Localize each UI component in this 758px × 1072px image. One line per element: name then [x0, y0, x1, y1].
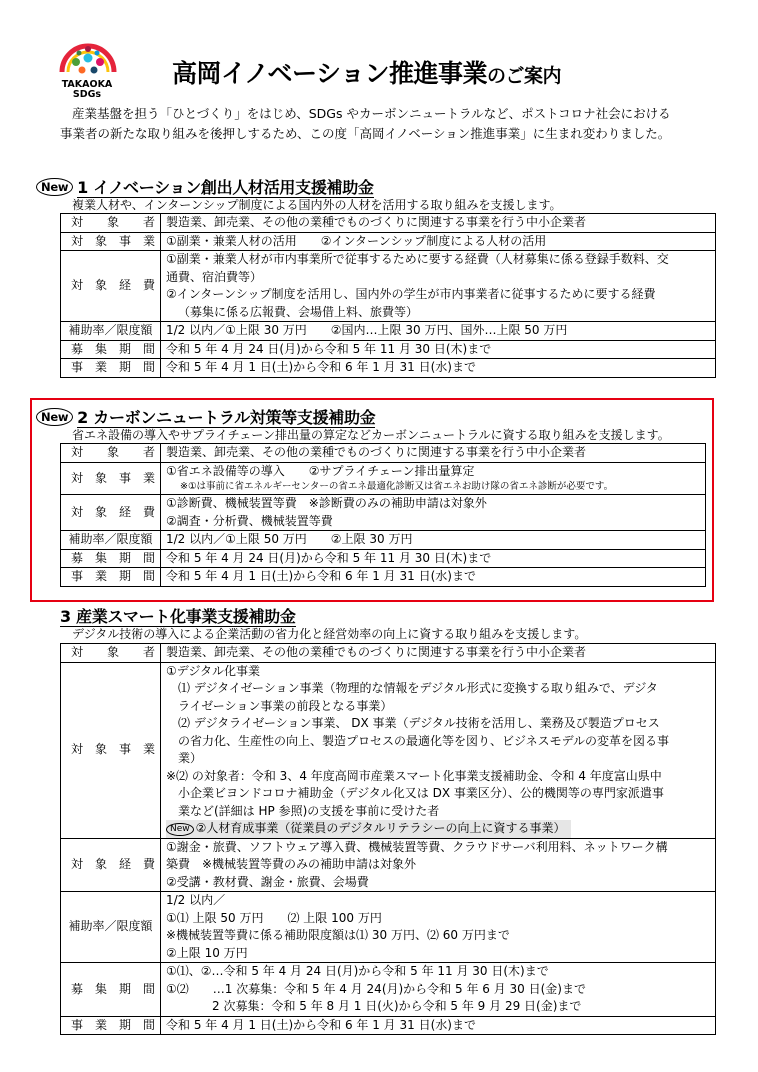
row-label: 対 象 者 [61, 644, 161, 663]
table-row [61, 531, 706, 550]
row-value: 令和 5 年 4 月 1 日(土)から令和 6 年 1 月 31 日(水)まで [161, 1016, 716, 1035]
row-label: 事 業 期 間 [61, 568, 161, 587]
row-label: 補助率／限度額 [61, 531, 161, 550]
new-badge-small: New [166, 823, 194, 836]
row-label: 対 象 経 費 [61, 838, 161, 892]
table-row [61, 251, 716, 322]
table-row [61, 892, 716, 963]
row-value: ①デジタル化事業 ⑴ デジタイゼーション事業（物理的な情報をデジタル形式に変換する取り組みで、デジタ ライゼーション事業の前段となる事業） ⑵ デジタライゼーション事業、 DX 事業（デジタル技術を活用し、業務及び製造プロセス の省力化、生産性の向上、製造プロセスの最適化等を図り、ビジネスモデルの変革を図る事 業） ※⑵ の対象者：令和 3、4 年度高岡市産業スマート化事業支援補助金、令和 4 年度富山県中 小企業ビヨンドコロナ補助金（デジタル化又は DX 事業区分）、公的機関等の専門家派遣事 業など(詳細は HP 参照)の支援を事前に受けた者 New ②人材育成事業（従業員のデジタルリテラシーの向上に資する事業） [161, 662, 716, 838]
row-value: 令和 5 年 4 月 1 日(土)から令和 6 年 1 月 31 日(水)まで [161, 359, 716, 378]
row-value: 令和 5 年 4 月 1 日(土)から令和 6 年 1 月 31 日(水)まで [161, 568, 706, 587]
table-row [61, 568, 706, 587]
row-value: ①診断費、機械装置等費 ※診断費のみの補助申請は対象外 ②調査・分析費、機械装置等費 [161, 495, 706, 531]
table-row [61, 462, 706, 495]
row-label: 対 象 経 費 [61, 495, 161, 531]
table-row [61, 359, 716, 378]
row-label: 対 象 事 業 [61, 462, 161, 495]
row-value: 製造業、卸売業、その他の業種でものづくりに関連する事業を行う中小企業者 [161, 214, 716, 233]
row-value: 製造業、卸売業、その他の業種でものづくりに関連する事業を行う中小企業者 [161, 444, 706, 463]
section-2-description: 省エネ設備の導入やサプライチェーン排出量の算定などカーボンニュートラルに資する取り組みを支援します。 [72, 428, 670, 442]
row-label: 対 象 事 業 [61, 232, 161, 251]
row-label: 対 象 事 業 [61, 662, 161, 838]
row-value: 1/2 以内／ ①⑴ 上限 50 万円 ⑵ 上限 100 万円 ※機械装置等費に係る補助限度額は⑴ 30 万円、⑵ 60 万円まで ②上限 10 万円 [161, 892, 716, 963]
new-badge: New [36, 408, 73, 426]
table-row [61, 444, 706, 463]
table-row [61, 644, 716, 663]
row-value: ①副業・兼業人材の活用 ②インターンシップ制度による人材の活用 [161, 232, 716, 251]
row-label: 募 集 期 間 [61, 549, 161, 568]
row-label: 補助率／限度額 [61, 322, 161, 341]
table-row [61, 232, 716, 251]
row-value: ①副業・兼業人材が市内事業所で従事するために要する経費（人材募集に係る登録手数料、交 通費、宿泊費等） ②インターンシップ制度を活用し、国内外の学生が市内事業者に従事するために要する経費 （募集に係る広報費、会場借上料、旅費等） [161, 251, 716, 322]
row-value: ①謝金・旅費、ソフトウェア導入費、機械装置等費、クラウドサーバ利用料、ネットワーク構 築費 ※機械装置等費のみの補助申請は対象外 ②受講・教材費、謝金・旅費、会場費 [161, 838, 716, 892]
section-2-heading: New 2 カーボンニュートラル対策等支援補助金 [36, 405, 375, 428]
table-row [61, 322, 716, 341]
section-1-description: 複業人材や、インターンシップ制度による国内外の人材を活用する取り組みを支援します。 [72, 198, 562, 212]
row-value: 令和 5 年 4 月 24 日(月)から令和 5 年 11 月 30 日(木)まで [161, 549, 706, 568]
section-3-heading: 3 産業スマート化事業支援補助金 [60, 607, 296, 626]
row-label: 事 業 期 間 [61, 359, 161, 378]
table-row [61, 662, 716, 838]
row-value: 1/2 以内／①上限 50 万円 ②上限 30 万円 [161, 531, 706, 550]
row-label: 対 象 経 費 [61, 251, 161, 322]
section-1-heading: New 1 イノベーション創出人材活用支援補助金 [36, 175, 374, 198]
table-row [61, 340, 716, 359]
table-row [61, 1016, 716, 1035]
row-label: 募 集 期 間 [61, 963, 161, 1017]
table-row [61, 549, 706, 568]
intro-text: 産業基盤を担う「ひとづくり」をはじめ、SDGs やカーボンニュートラルなど、ポストコロナ社会における 事業者の新たな取り組みを後押しするため、この度「高岡イノベーション推進事業」に生まれ変わりました。 [60, 106, 671, 141]
row-label: 募 集 期 間 [61, 340, 161, 359]
table-row [61, 214, 716, 233]
row-value: ①⑴、②…令和 5 年 4 月 24 日(月)から令和 5 年 11 月 30 日(木)まで ①⑵ …1 次募集：令和 5 年 4 月 24(月)から令和 5 年 6 月 30 日(金)まで 2 次募集：令和 5 年 8 月 1 日(火)から令和 5 年 9 月 29 日(金)まで [161, 963, 716, 1017]
row-label: 補助率／限度額 [61, 892, 161, 963]
row-value: 製造業、卸売業、その他の業種でものづくりに関連する事業を行う中小企業者 [161, 644, 716, 663]
section-3-table [60, 643, 716, 1035]
row-label: 事 業 期 間 [61, 1016, 161, 1035]
table-row [61, 495, 706, 531]
section-1-table [60, 213, 716, 378]
table-row [61, 963, 716, 1017]
section-2-table [60, 443, 706, 587]
row-value: ①省エネ設備等の導入 ②サプライチェーン排出量算定 ※①は事前に省エネルギーセンターの省エネ最適化診断又は省エネお助け隊の省エネ診断が必要です。 [161, 462, 706, 495]
row-value: 1/2 以内／①上限 30 万円 ②国内…上限 30 万円、国外…上限 50 万円 [161, 322, 716, 341]
logo-text: TAKAOKA SDGs [61, 79, 113, 100]
row-label: 対 象 者 [61, 444, 161, 463]
section-3-description: デジタル技術の導入による企業活動の省力化と経営効率の向上に資する取り組みを支援します。 [72, 627, 587, 641]
table-row [61, 838, 716, 892]
new-badge: New [36, 178, 73, 196]
row-value: 令和 5 年 4 月 24 日(月)から令和 5 年 11 月 30 日(木)まで [161, 340, 716, 359]
row-label: 対 象 者 [61, 214, 161, 233]
page-title: 高岡イノベーション推進事業のご案内 [172, 59, 562, 88]
